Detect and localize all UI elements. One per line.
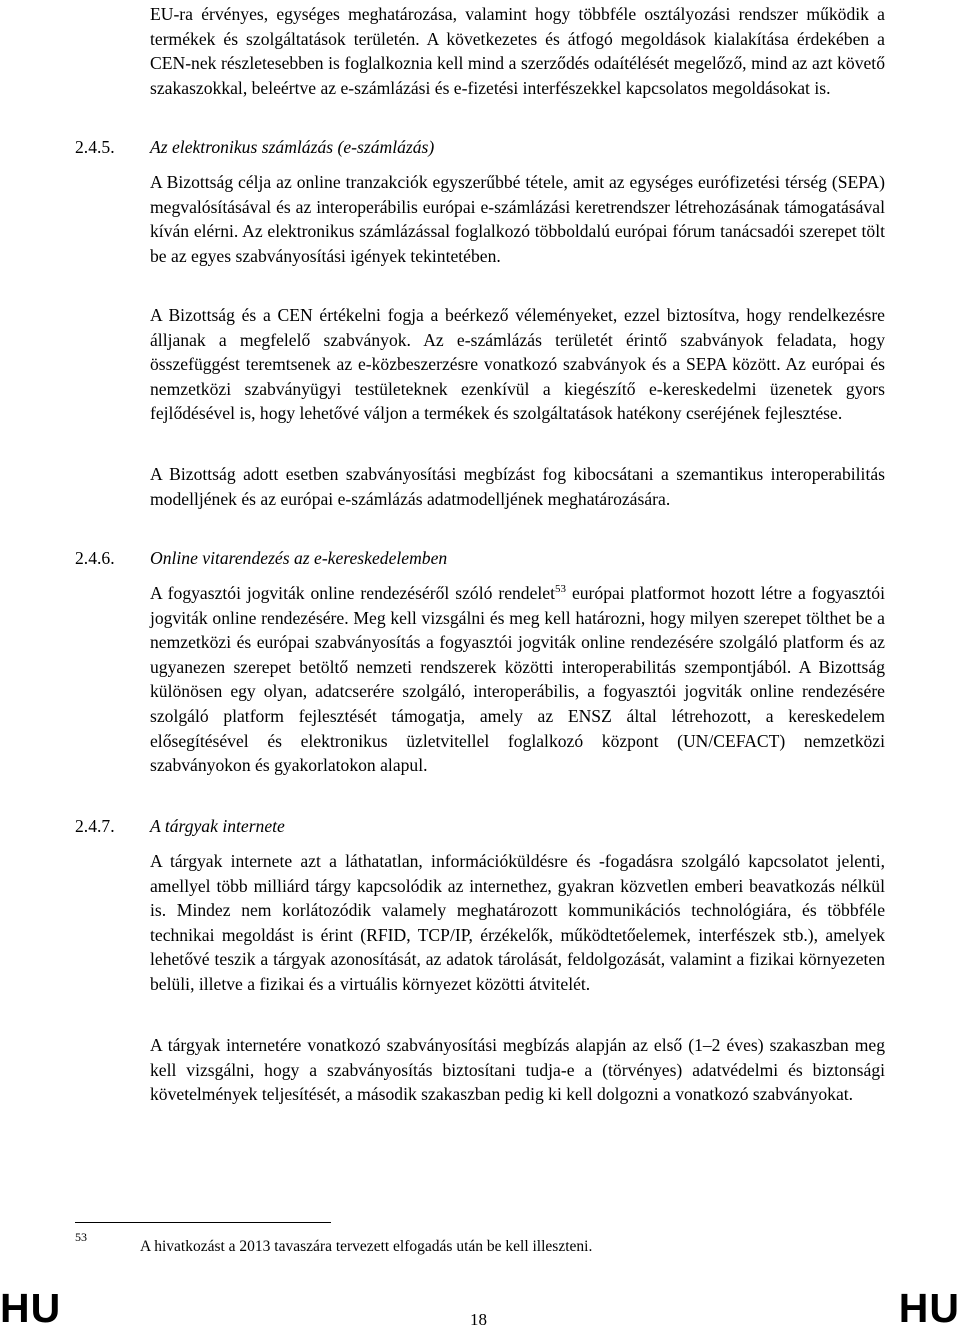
section-number: 2.4.5.	[75, 137, 115, 157]
paragraph-2-4-7-2: A tárgyak internetére vonatkozó szabványosítási megbízás alapján az első (1–2 éves) szakaszban meg kell vizsgálni, hogy a szabványosítás biztosítani tudja-e a (törvényes) adatvédelmi és biztonsági követelmények teljesítését, a második szakaszban pedig ki kell dolgozni a vonatkozó szabványokat.	[150, 1035, 885, 1105]
footnote-divider	[75, 1222, 331, 1223]
paragraph-2-4-6-1	[150, 581, 885, 778]
language-code-right: HU	[898, 1285, 960, 1331]
paragraph-2-4-5-3: A Bizottság adott esetben szabványosítási megbízást fog kibocsátani a szemantikus interoperabilitás modelljének és az európai e-számlázás adatmodelljének meghatározására.	[150, 464, 885, 509]
section-title: Az elektronikus számlázás (e-számlázás)	[150, 137, 435, 157]
paragraph-2-4-5-2: A Bizottság és a CEN értékelni fogja a beérkező véleményeket, ezzel biztosítva, hogy rendelkezésre álljanak a megfelelő szabványok. Az e-számlázás területét érintő szabványok feladata, hogy összefüggést teremtsenek az e-közbeszerzésre vonatkozó szabványok és a SEPA között. Az európai és nemzetközi szabványügyi testületeknek ezenkívül a kiegészítő e-kereskedelmi üzenetek gyors fejlődésével is, hogy lehetővé váljon a termékek és szolgáltatások hatékony cseréjének fejlesztése.	[150, 305, 885, 424]
section-number: 2.4.6.	[75, 548, 115, 568]
section-title: A tárgyak internete	[150, 816, 285, 836]
section-title: Online vitarendezés az e-kereskedelemben	[150, 548, 448, 568]
section-number: 2.4.7.	[75, 816, 115, 836]
section-heading-2-4-6	[75, 546, 447, 571]
paragraph-text: A fogyasztói jogviták online rendezéséről szóló rendelet	[150, 583, 555, 603]
paragraph-text: európai platformot hozott létre a fogyasztói jogviták online rendezésére. Meg kell vizsgálni és meg kell határozni, hogy milyen szerepet tölthet be a nemzetközi és európai szabványosítás a fogyasztói jogviták online rendezésére szolgáló platform és az ugyanezen szerepet betöltő nemzeti rendszerek közötti interoperabilitás szempontjából. A Bizottság különösen egy olyan, adatcserére szolgáló, interoperábilis, a fogyasztói jogviták online rendezésére szolgáló platform fejlesztését támogatja, amely az ENSZ által létrehozott, a kereskedelem elősegítésével és elektronikus üzletvitellel foglalkozó központ (UN/CEFACT) nemzetközi szabványokon és gyakorlatokon alapul.	[150, 583, 885, 776]
section-heading-2-4-5	[75, 135, 434, 160]
paragraph-intro: EU-ra érvényes, egységes meghatározása, valamint hogy többféle osztályozási rendszer működik a termékek és szolgáltatások területén. A következetes és átfogó megoldások kialakítása érdekében a CEN-nek részletesebben is foglalkoznia kell mind a szerződés odaítélését megelőző, mind az azt követő szakaszokkal, beleértve az e-számlázási és e-fizetési interfészekkel kapcsolatos megoldásokat is.	[150, 4, 885, 98]
footnote-reference[interactable]: 53	[555, 583, 566, 596]
language-code-left: HU	[0, 1285, 62, 1331]
footnote-number: 53	[75, 1230, 87, 1244]
paragraph-2-4-5-1: A Bizottság célja az online tranzakciók egyszerűbbé tétele, amit az egységes eurófizetési térség (SEPA) megvalósításával és az interoperábilis európai e-számlázási keretrendszer létrehozásának támogatásával kíván elérni. Az elektronikus számlázással foglalkozó többoldalú európai fórum tanácsadói szerepet tölt be az egyes szabványosítási igények tekintetében.	[150, 172, 885, 266]
page-number: 18	[470, 1310, 487, 1329]
section-heading-2-4-7	[75, 814, 285, 839]
footnote-text: A hivatkozást a 2013 tavaszára tervezett elfogadás után be kell illeszteni.	[140, 1238, 593, 1255]
paragraph-2-4-7-1: A tárgyak internete azt a láthatatlan, információküldésre és -fogadásra szolgáló kapcsolatot jelenti, amellyel több milliárd tárgy kapcsolódik az internethez, gyakran közvetlen emberi beavatkozás nélkül is. Mindez nem korlátozódik valamely meghatározott kommunikációs technológiára, és többféle technikai megoldást is érint (RFID, TCP/IP, érzékelők, működtetőelemek, interfészek stb.), amelyek lehetővé teszik a tárgyak azonosítását, az adatok tárolását, feldolgozását, valamint a fizikai környezeten belüli, illetve a fizikai és a virtuális környezet közötti átvitelét.	[150, 851, 885, 994]
